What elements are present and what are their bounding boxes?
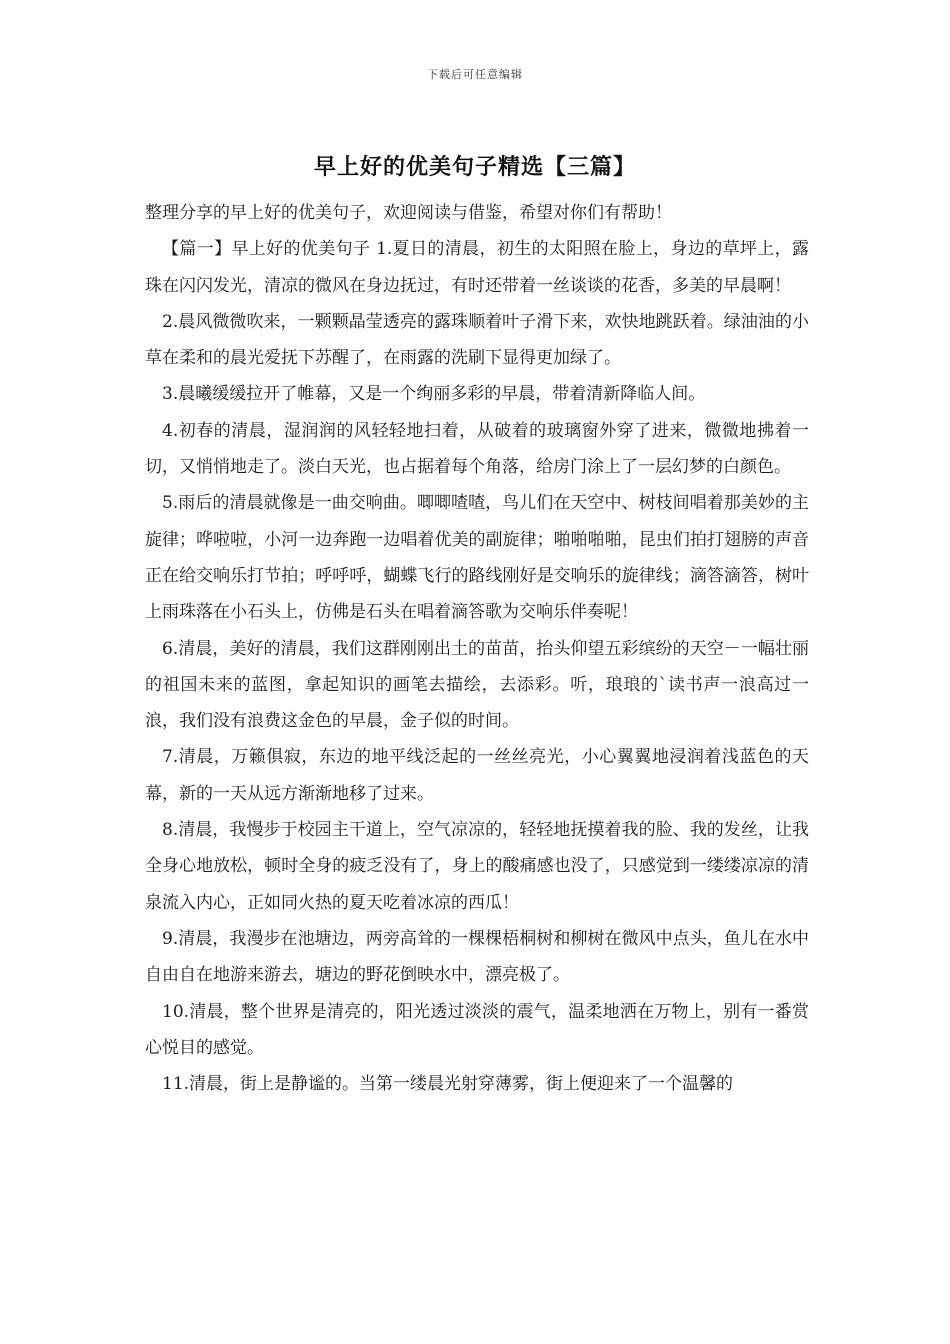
paragraph: 4.初春的清晨，湿润润的风轻轻地扫着，从破着的玻璃窗外穿了进来，微微地拂着一切，又悄悄地走了。淡白天光，也占据着每个角落，给房门涂上了一层幻梦的白颜色。 [145, 420, 809, 478]
paragraph: 7.清晨，万籁俱寂，东边的地平线泛起的一丝丝亮光，小心翼翼地浸润着浅蓝色的天幕，新的一天从远方渐渐地移了过来。 [145, 747, 809, 804]
document-title: 早上好的优美句子精选【三篇】 [313, 155, 636, 180]
header-note: 下载后可任意编辑 [427, 68, 523, 81]
paragraph: 9.清晨，我漫步在池塘边，两旁高耸的一棵棵梧桐树和柳树在微风中点头，鱼儿在水中自由自在地游来游去，塘边的野花倒映水中，漂亮极了。 [145, 928, 809, 986]
paragraph: 10.清晨，整个世界是清亮的，阳光透过淡淡的震气，温柔地洒在万物上，别有一番赏心悦目的感觉。 [145, 1001, 809, 1058]
document-body [145, 195, 809, 1102]
paragraph: 3.晨曦缓缓拉开了帷幕，又是一个绚丽多彩的早晨，带着清新降临人间。 [162, 384, 706, 405]
paragraph: 11.清晨，街上是静谧的。当第一缕晨光射穿薄雾，街上便迎来了一个温馨的 [162, 1074, 734, 1095]
intro-paragraph: 整理分享的早上好的优美句子，欢迎阅读与借鉴，希望对你们有帮助！ [145, 203, 672, 223]
paragraph: 8.清晨，我慢步于校园主干道上，空气凉凉的，轻轻地抚摸着我的脸、我的发丝，让我全身心地放松，顿时全身的疲乏没有了，身上的酸痛感也没了，只感觉到一缕缕凉凉的清泉流入内心，正如同火热的夏天吃着冰凉的西瓜！ [145, 820, 809, 913]
paragraph: 【篇一】早上好的优美句子 1.夏日的清晨，初生的太阳照在脸上，身边的草坪上，露珠在闪闪发光，清凉的微风在身边抚过，有时还带着一丝谈谈的花香，多美的早晨啊！ [145, 239, 809, 296]
paragraph: 2.晨风微微吹来，一颗颗晶莹透亮的露珠顺着叶子滑下来，欢快地跳跃着。绿油油的小草在柔和的晨光爱抚下苏醒了，在雨露的洗刷下显得更加绿了。 [145, 311, 809, 369]
paragraph: 6.清晨，美好的清晨，我们这群刚刚出土的苗苗，抬头仰望五彩缤纷的天空－一幅壮丽的祖国未来的蓝图，拿起知识的画笔去描绘，去添彩。听，琅琅的`读书声一浪高过一浪，我们没有浪费这金色的早晨，金子似的时间。 [145, 638, 809, 732]
paragraph: 5.雨后的清晨就像是一曲交响曲。唧唧喳喳，鸟儿们在天空中、树枝间唱着那美妙的主旋律；哗啦啦，小河一边奔跑一边唱着优美的副旋律；啪啪啪啪，昆虫们拍打翅膀的声音正在给交响乐打节拍；呼呼呼，蝴蝶飞行的路线刚好是交响乐的旋律线；滴答滴答，树叶上雨珠落在小石头上，仿佛是石头在唱着滴答歌为交响乐伴奏呢！ [145, 493, 809, 623]
